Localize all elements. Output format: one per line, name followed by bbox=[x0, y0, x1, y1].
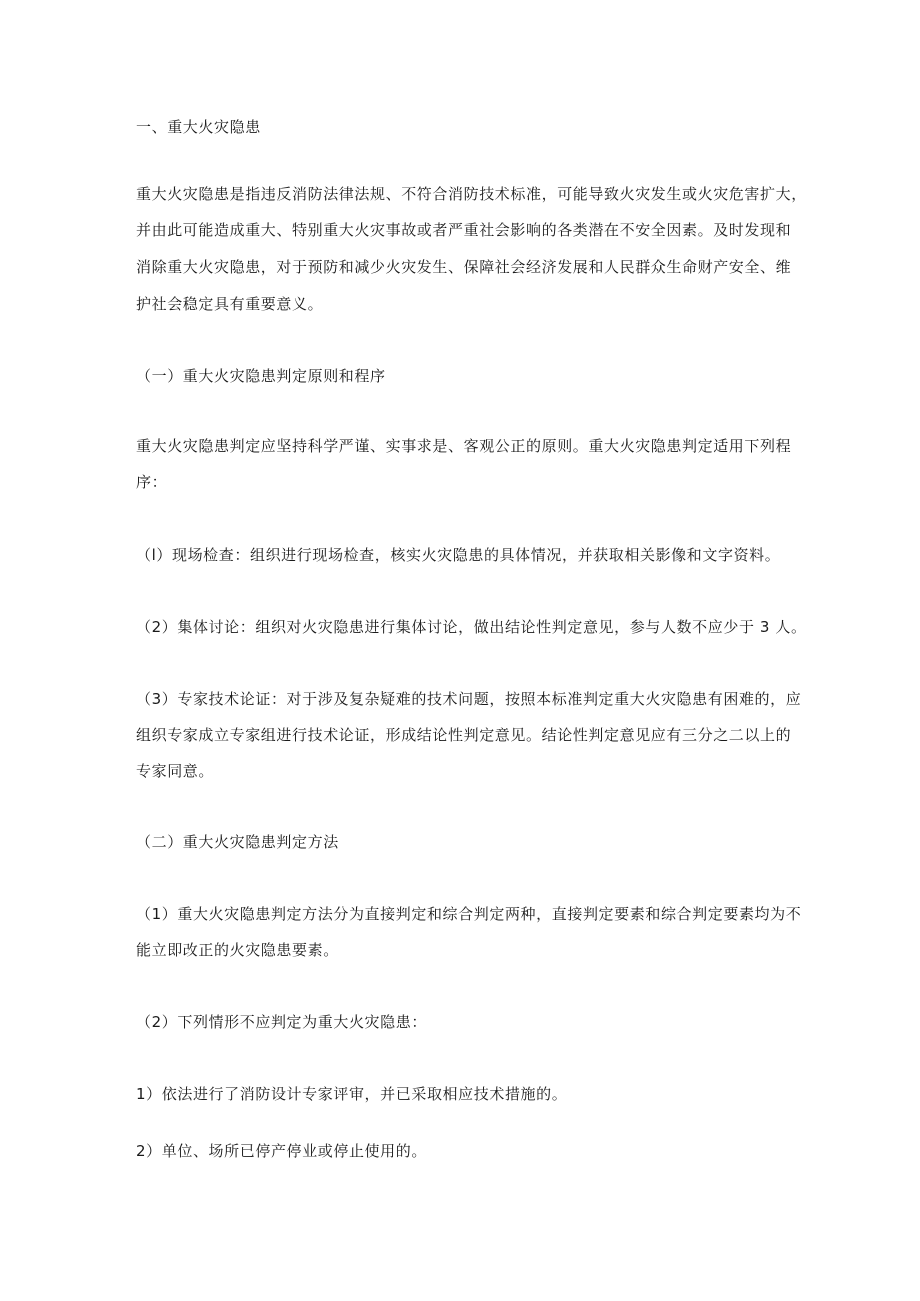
intro-line-4: 护社会稳定具有重要意义。 bbox=[136, 295, 324, 313]
method-1-line-1: （1）重大火灾隐患判定方法分为直接判定和综合判定两种，直接判定要素和综合判定要素均为不 bbox=[136, 905, 802, 923]
section-1-intro-line-2: 序： bbox=[136, 473, 168, 491]
procedure-3-line-1: （3）专家技术论证：对于涉及复杂疑难的技术问题，按照本标准判定重大火灾隐患有困难的，应 bbox=[136, 690, 802, 708]
procedure-3-line-2: 组织专家成立专家组进行技术论证，形成结论性判定意见。结论性判定意见应有三分之二以上的 bbox=[136, 726, 792, 744]
section-1-title: （一）重大火灾隐患判定原则和程序 bbox=[136, 367, 386, 385]
heading-major-fire-hazards: 一、重大火灾隐患 bbox=[136, 118, 261, 136]
exclusion-item-2: 2）单位、场所已停产停业或停止使用的。 bbox=[136, 1142, 427, 1160]
section-2-title: （二）重大火灾隐患判定方法 bbox=[136, 833, 339, 851]
intro-line-3: 消除重大火灾隐患，对于预防和减少火灾发生、保障社会经济发展和人民群众生命财产安全、维 bbox=[136, 258, 792, 276]
procedure-3-line-3: 专家同意。 bbox=[136, 762, 215, 780]
method-1-line-2: 能立即改正的火灾隐患要素。 bbox=[136, 941, 339, 959]
intro-line-1: 重大火灾隐患是指违反消防法律法规、不符合消防技术标准，可能导致火灾发生或火灾危害扩大， bbox=[136, 185, 807, 203]
exclusion-item-1: 1）依法进行了消防设计专家评审，并已采取相应技术措施的。 bbox=[136, 1085, 568, 1103]
section-1-intro-line-1: 重大火灾隐患判定应坚持科学严谨、实事求是、客观公正的原则。重大火灾隐患判定适用下列程 bbox=[136, 437, 792, 455]
method-2-title: （2）下列情形不应判定为重大火灾隐患： bbox=[136, 1013, 427, 1031]
intro-line-2: 并由此可能造成重大、特别重大火灾事故或者严重社会影响的各类潜在不安全因素。及时发现和 bbox=[136, 221, 792, 239]
procedure-2: （2）集体讨论：组织对火灾隐患进行集体讨论，做出结论性判定意见，参与人数不应少于 3 人。 bbox=[136, 618, 807, 636]
procedure-1: （l）现场检查：组织进行现场检查，核实火灾隐患的具体情况，并获取相关影像和文字资料。 bbox=[136, 546, 781, 564]
